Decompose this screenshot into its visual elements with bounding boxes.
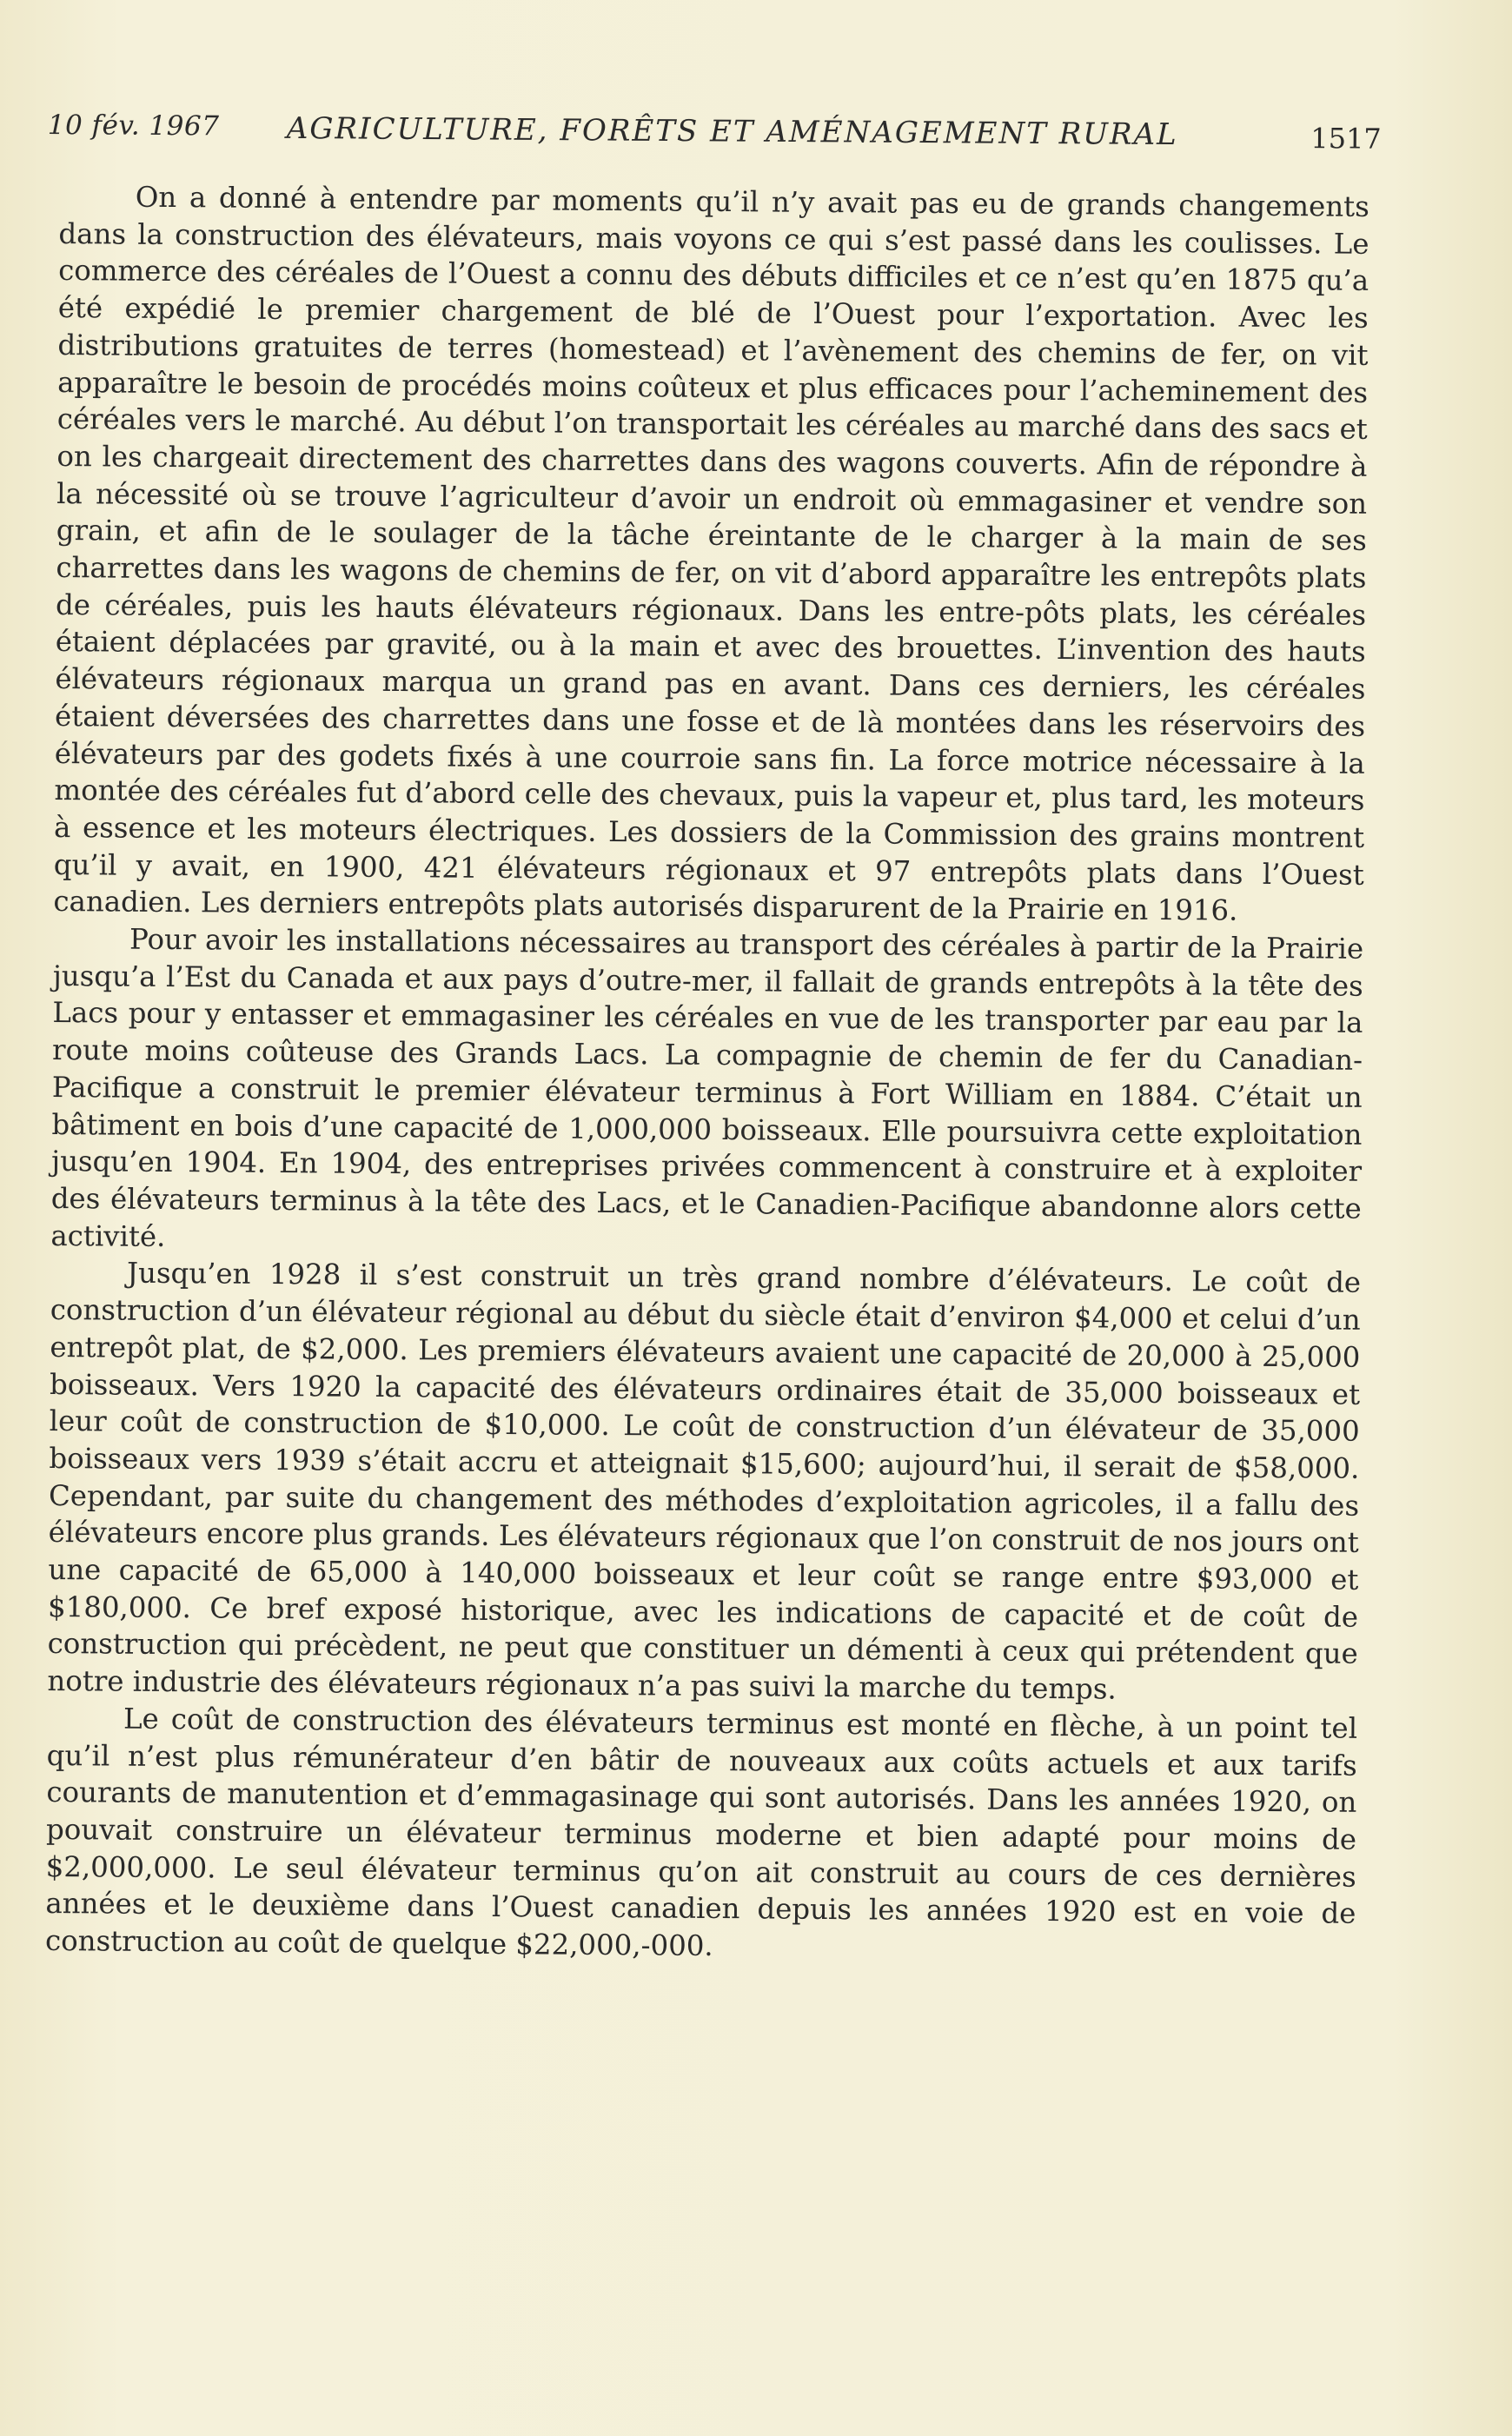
paragraph-2: Pour avoir les installations nécessaires au transport des céréales à partir de la Prairie jusqu’a l’Est du Canada et aux pays d’outre-mer, il fallait de grands entrepôts à la tête des Lacs pour y entasser et emmagasiner les céréales en vue de les transporter par eau par la route moins coûteuse des Grands Lacs. La compagnie de chemin de fer du Canadian-Pacifique a construit le premier élévateur terminus à Fort William en 1884. C’était un bâtiment en bois d’une capacité de 1,000,000 boisseaux. Elle poursuivra cette exploitation jusqu’en 1904. En 1904, des entreprises privées commencent à construire et à exploiter des élévateurs terminus à la tête des Lacs, et le Canadien-Pacifique abandonne alors cette activité.	[50, 922, 1364, 1253]
paragraph-1: On a donné à entendre par moments qu’il n’y avait pas eu de grands changements dans la construction des élévateurs, mais voyons ce qui s’est passé dans les coulisses. Le commerce des céréales de l’Ouest a connu des débuts difficiles et ce n’est qu’en 1875 qu’a été expédié le premier chargement de blé de l’Ouest pour l’exportation. Avec les distributions gratuites de terres (homestead) et l’avènement des chemins de fer, on vit apparaître le besoin de procédés moins coûteux et plus efficaces pour l’acheminement des céréales vers le marché. Au début l’on transportait les céréales au marché dans des sacs et on les chargeait directement des charrettes dans des wagons couverts. Afin de répondre à la nécessité où se trouve l’agriculteur d’avoir un endroit où emmagasiner et vendre son grain, et afin de le soulager de la tâche éreintante de le charger à la main de ses charrettes dans les wagons de chemins de fer, on vit d’abord apparaître les entrepôts plats de céréales, puis les hauts élévateurs régionaux. Dans les entre-pôts plats, les céréales étaient déplacées par gravité, ou à la main et avec des brouettes. L’invention des hauts élévateurs régionaux marqua un grand pas en avant. Dans ces derniers, les céréales étaient déversées des charrettes dans une fosse et de là montées dans les réservoirs des élévateurs par des godets fixés à une courroie sans fin. La force motrice nécessaire à la montée des céréales fut d’abord celle des chevaux, puis la vapeur et, plus tard, les moteurs à essence et les moteurs électriques. Les dossiers de la Commission des grains montrent qu’il y avait, en 1900, 421 élévateurs régionaux et 97 entrepôts plats dans l’Ouest canadien. Les derniers entrepôts plats autorisés disparurent de la Prairie en 1916.	[53, 180, 1369, 928]
page-number: 1517	[1310, 122, 1382, 156]
paragraph-3: Jusqu’en 1928 il s’est construit un très grand nombre d’élévateurs. Le coût de construction d’un élévateur régional au début du siècle était d’environ $4,000 et celui d’un entrepôt plat, de $2,000. Les premiers élévateurs avaient une capacité de 20,000 à 25,000 boisseaux. Vers 1920 la capacité des élévateurs ordinaires était de 35,000 boisseaux et leur coût de construction de $10,000. Le coût de construction d’un élévateur de 35,000 boisseaux vers 1939 s’était accru et atteignait $15,600; aujourd’hui, il serait de $58,000. Cependant, par suite du changement des méthodes d’exploitation agricoles, il a fallu des élévateurs encore plus grands. Les élévateurs régionaux que l’on construit de nos jours ont une capacité de 65,000 à 140,000 boisseaux et leur coût se range entre $93,000 et $180,000. Ce bref exposé historique, avec les indications de capacité et de coût de construction qui précèdent, ne peut que constituer un démenti à ceux qui prétendent que notre industrie des élévateurs régionaux n’a pas suivi la marche du temps.	[47, 1257, 1362, 1706]
body-text	[45, 178, 1369, 1970]
header-date: 10 fév. 1967	[47, 109, 220, 143]
paragraph-4: Le coût de construction des élévateurs terminus est monté en flèche, à un point tel qu’il n’est plus rémunérateur d’en bâtir de nouveaux aux coûts actuels et aux tarifs courants de manutention et d’emmagasinage qui sont autorisés. Dans les années 1920, on pouvait construire un élévateur terminus moderne et bien adapté pour moins de $2,000,000. Le seul élévateur terminus qu’on ait construit au cours de ces dernières années et le deuxième dans l’Ouest canadien depuis les années 1920 est en voie de construction au coût de quelque $22,000,-000.	[44, 1702, 1358, 1963]
header-title: AGRICULTURE, FORÊTS ET AMÉNAGEMENT RURAL	[286, 110, 1178, 153]
running-header	[48, 103, 1382, 164]
